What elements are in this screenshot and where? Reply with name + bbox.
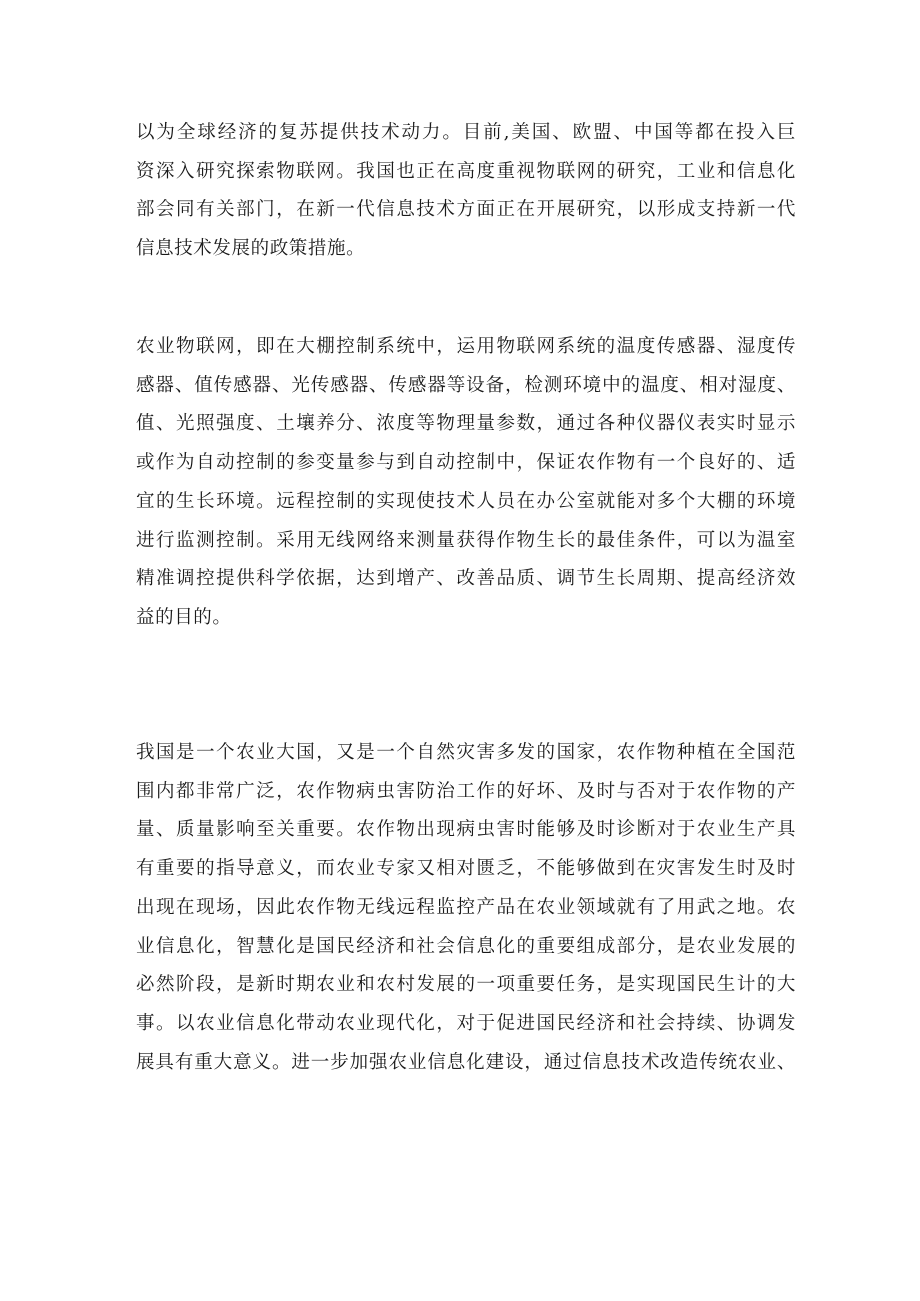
text-line: 值、光照强度、土壤养分、浓度等物理量参数，通过各种仪器仪表实时显示 xyxy=(136,413,796,435)
text-line: 或作为自动控制的参变量参与到自动控制中，保证农作物有一个良好的、适 xyxy=(136,452,796,474)
text-line: 展具有重大意义。进一步加强农业信息化建设，通过信息技术改造传统农业、 xyxy=(136,1051,796,1073)
text-line: 信息技术发展的政策措施。 xyxy=(136,238,366,260)
text-line: 以为全球经济的复苏提供技术动力。目前,美国、欧盟、中国等都在投入巨 xyxy=(136,122,796,143)
text-line: 益的目的。 xyxy=(136,606,232,628)
text-line: 业信息化，智慧化是国民经济和社会信息化的重要组成部分，是农业发展的 xyxy=(136,935,796,957)
paragraph-global-iot-investment xyxy=(136,114,796,269)
text-line: 事。以农业信息化带动农业现代化，对于促进国民经济和社会持续、协调发 xyxy=(136,1012,796,1034)
text-line: 部会同有关部门，在新一代信息技术方面正在开展研究，以形成支持新一代 xyxy=(136,199,796,221)
text-line: 进行监测控制。采用无线网络来测量获得作物生长的最佳条件，可以为温室 xyxy=(136,529,796,551)
text-line: 宜的生长环境。远程控制的实现使技术人员在办公室就能对多个大棚的环境 xyxy=(136,490,796,512)
text-line: 有重要的指导意义，而农业专家又相对匮乏，不能够做到在灾害发生时及时 xyxy=(136,858,796,880)
text-line: 精准调控提供科学依据，达到增产、改善品质、调节生长周期、提高经济效 xyxy=(136,568,796,590)
text-line: 围内都非常广泛，农作物病虫害防治工作的好坏、及时与否对于农作物的产 xyxy=(136,780,796,802)
text-line: 感器、值传感器、光传感器、传感器等设备，检测环境中的温度、相对湿度、 xyxy=(136,374,796,396)
text-line: 必然阶段，是新时期农业和农村发展的一项重要任务，是实现国民生计的大 xyxy=(136,974,796,996)
paragraph-agricultural-iot xyxy=(136,328,796,638)
text-line: 农业物联网，即在大棚控制系统中，运用物联网系统的温度传感器、湿度传 xyxy=(136,336,796,357)
text-line: 我国是一个农业大国，又是一个自然灾害多发的国家，农作物种植在全国范 xyxy=(136,742,796,763)
text-line: 出现在现场，因此农作物无线远程监控产品在农业领域就有了用武之地。农 xyxy=(136,896,796,918)
text-line: 资深入研究探索物联网。我国也正在高度重视物联网的研究，工业和信息化 xyxy=(136,160,796,182)
text-line: 量、质量影响至关重要。农作物出现病虫害时能够及时诊断对于农业生产具 xyxy=(136,819,796,841)
paragraph-agricultural-informatization xyxy=(136,734,796,1082)
